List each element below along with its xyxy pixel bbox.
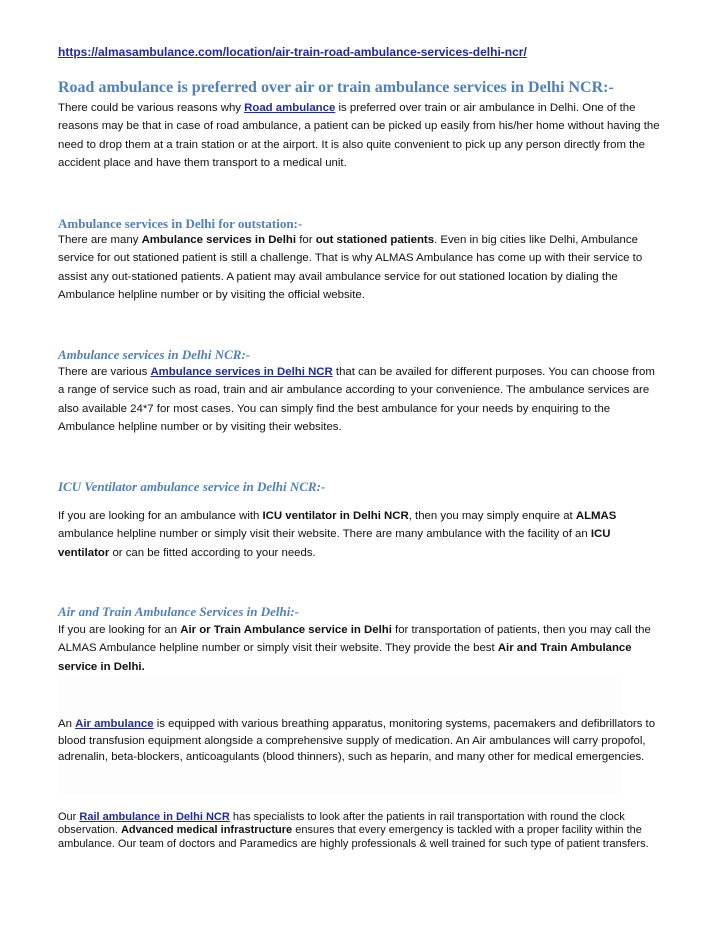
rail-ambulance-link[interactable]: Rail ambulance in Delhi NCR — [79, 811, 230, 823]
text-span: There are various — [58, 366, 151, 378]
bold-text: ICU ventilator in Delhi NCR — [262, 510, 409, 522]
road-ambulance-link[interactable]: Road ambulance — [244, 102, 336, 114]
text-span: There are many — [58, 234, 142, 246]
text-span: Our — [58, 811, 80, 823]
text-span: There could be various reasons why — [58, 102, 245, 114]
outstation-paragraph — [58, 231, 660, 304]
text-span: that can be availed for different purposes. You can choose from a range of service such as road, train and air ambulance according to your convenience. The ambulance services are also available 24*7 for most cases. You can simply find the best ambulance for your needs by enquiring to the Ambulance helpline number or by visiting their websites. — [58, 366, 655, 433]
bold-text: Air or Train Ambulance service in Delhi — [180, 624, 392, 636]
air-train-paragraph — [58, 621, 660, 676]
bold-text: ALMAS — [575, 510, 617, 522]
delhi-ncr-heading: Ambulance services in Delhi NCR:- — [58, 347, 251, 362]
icu-ventilator-heading: ICU Ventilator ambulance service in Delhi NCR:- — [58, 479, 326, 494]
bold-text: Ambulance services in Delhi — [141, 234, 297, 246]
text-span: ambulance helpline number or simply visit their website. There are many ambulance with the facility of an — [58, 528, 591, 541]
page-url-link[interactable]: https://almasambulance.com/location/air-train-road-ambulance-services-delhi-ncr/ — [58, 45, 527, 59]
bold-text: ICU ventilator — [58, 528, 611, 559]
delhi-ncr-paragraph — [58, 363, 660, 436]
icu-ventilator-paragraph — [58, 507, 660, 562]
air-train-heading: Air and Train Ambulance Services in Delhi:- — [58, 604, 299, 619]
ambulance-services-delhi-ncr-link[interactable]: Ambulance services in Delhi NCR — [150, 366, 333, 378]
bold-text: Advanced medical infrastructure — [120, 824, 293, 837]
rail-ambulance-paragraph — [58, 811, 660, 851]
text-span: or can be fitted according to your needs. — [109, 546, 316, 559]
text-span: If you are looking for an — [58, 624, 181, 636]
bold-text: out stationed patients — [315, 234, 435, 246]
text-span: for transportation of patients, then you may call the ALMAS Ambulance helpline number or simply visit their website. They provide the best — [58, 624, 651, 655]
text-span: is equipped with various breathing apparatus, monitoring systems, pacemakers and defibrillators to blood transfusion equipment alongside a comprehensive supply of medication. An Air ambulances will carry propofol, adrenalin, beta-blockers, anticoagulants (blood thinners), such as heparin, and many other for medical emergencies. — [58, 718, 656, 763]
text-span: for — [296, 234, 316, 246]
air-ambulance-paragraph — [58, 716, 660, 766]
text-span: , then you may simply enquire at — [408, 510, 576, 522]
text-span: If you are looking for an ambulance with — [58, 510, 263, 522]
road-ambulance-heading: Road ambulance is preferred over air or train ambulance services in Delhi NCR:- — [58, 79, 614, 96]
text-span: has specialists to look after the patients in rail transportation with round the clock observation. — [58, 811, 625, 837]
text-span: ensures that every emergency is tackled with a proper facility within the ambulance. Our team of doctors and Paramedics are highly professionals & well trained for such type of patient transfers. — [58, 824, 649, 850]
text-span: An — [58, 718, 76, 730]
road-ambulance-paragraph — [58, 99, 660, 172]
text-span: is preferred over train or air ambulance in Delhi. One of the reasons may be that in case of road ambulance, a patient can be picked up easily from his/her home without having the need to drop them at a train station or at the airport. It is also quite convenient to pick up any person directly from the accident place and have them transport to a medical unit. — [58, 102, 660, 169]
outstation-heading: Ambulance services in Delhi for outstation:- — [58, 216, 303, 231]
text-span: . Even in big cities like Delhi, Ambulance service for out stationed patient is still a challenge. That is why ALMAS Ambulance has come up with their service to assist any out-stationed patients. A patient may avail ambulance service for out stationed location by dialing the Ambulance helpline number or by visiting the official website. — [58, 234, 643, 301]
bold-text: Air and Train Ambulance service in Delhi. — [58, 642, 632, 673]
air-ambulance-link[interactable]: Air ambulance — [75, 718, 154, 730]
